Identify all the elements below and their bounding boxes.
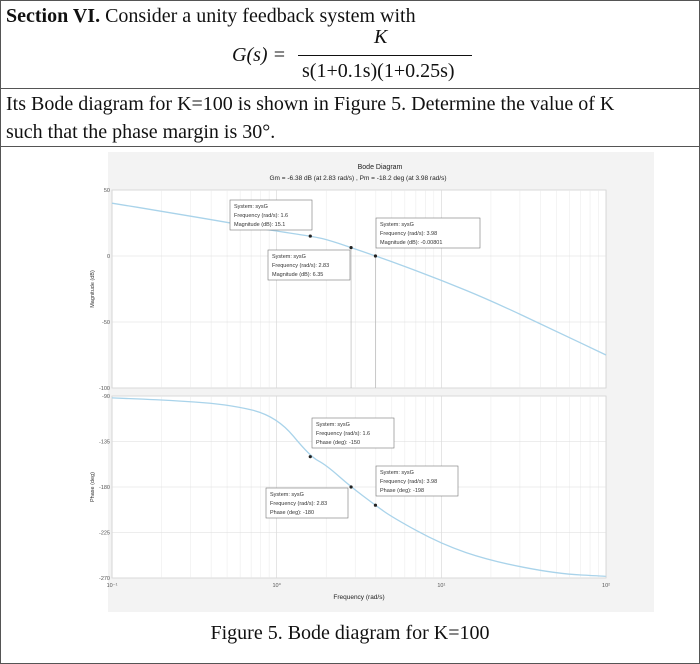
datatip-text: Frequency (rad/s): 3.98 [380,231,438,237]
fraction-bar [298,55,472,56]
chart-subtitle: Gm = -6.38 dB (at 2.83 rad/s) , Pm = -18.2 deg (at 3.98 rad/s) [269,175,447,182]
divider-top [0,88,700,89]
datatip-text: Phase (deg): -198 [380,488,425,494]
datatip-text: Frequency (rad/s): 1.6 [316,431,371,437]
transfer-function-numerator: K [374,26,388,48]
x-axis-label: Frequency (rad/s) [333,594,385,601]
phase-ytick-label: -90 [102,394,110,400]
datatip-text: System: sysG [272,254,306,260]
datatip-marker [349,485,352,488]
intro-text: Consider a unity feedback system with [100,5,416,27]
phase-axis-label: Phase (deg) [90,472,96,502]
x-tick-label: 10² [602,583,610,589]
datatip-marker [309,234,312,237]
magnitude-axis-label: Magnitude (dB) [90,270,96,308]
question-line-3: such that the phase margin is 30°. [6,121,276,143]
transfer-function-lhs: G(s) = [232,44,287,66]
datatip-text: System: sysG [316,422,350,428]
phase-ytick-label: -270 [98,576,110,582]
datatip-text: Magnitude (dB): -0.00801 [380,240,443,246]
datatip-text: Phase (deg): -150 [316,440,361,446]
phase-ytick-label: -180 [98,485,110,491]
datatip-text: Frequency (rad/s): 2.83 [272,263,330,269]
mag-ytick-label: 50 [103,188,110,194]
figure-caption: Figure 5. Bode diagram for K=100 [210,622,490,644]
mag-ytick-label: -100 [98,386,110,392]
datatip-text: Frequency (rad/s): 2.83 [270,501,328,507]
x-tick-label: 10¹ [437,583,446,589]
mag-ytick-label: -50 [102,320,110,326]
datatip-text: Frequency (rad/s): 1.6 [234,213,289,219]
question-intro [6,4,416,28]
transfer-function-denominator: s(1+0.1s)(1+0.25s) [302,60,455,82]
datatip-text: System: sysG [234,204,268,210]
phase-ytick-label: -225 [98,530,110,537]
datatip-text: Phase (deg): -180 [270,510,315,516]
datatip-text: Magnitude (dB): 6.35 [272,272,324,278]
magnitude-axes [112,190,606,388]
divider-figure [0,146,700,147]
mag-ytick-label: 0 [106,254,110,260]
datatip-text: Frequency (rad/s): 3.98 [380,479,438,485]
x-tick-label: 10⁻¹ [106,583,118,589]
phase-ytick-label: -135 [98,439,110,446]
datatip-text: System: sysG [270,492,304,498]
bode-diagram-chart [90,152,654,612]
datatip-marker [309,455,312,458]
chart-title: Bode Diagram [357,164,403,171]
datatip-marker [374,504,377,507]
datatip-marker [374,254,377,257]
bode-figure [90,152,654,612]
question-line-2: Its Bode diagram for K=100 is shown in Figure 5. Determine the value of K [6,93,615,115]
section-label: Section VI. [6,5,101,27]
datatip-marker [349,246,352,249]
datatip-text: System: sysG [380,470,414,476]
datatip-text: Magnitude (dB): 15.1 [234,222,286,228]
datatip-text: System: sysG [380,222,414,228]
x-tick-label: 10⁰ [272,583,281,589]
